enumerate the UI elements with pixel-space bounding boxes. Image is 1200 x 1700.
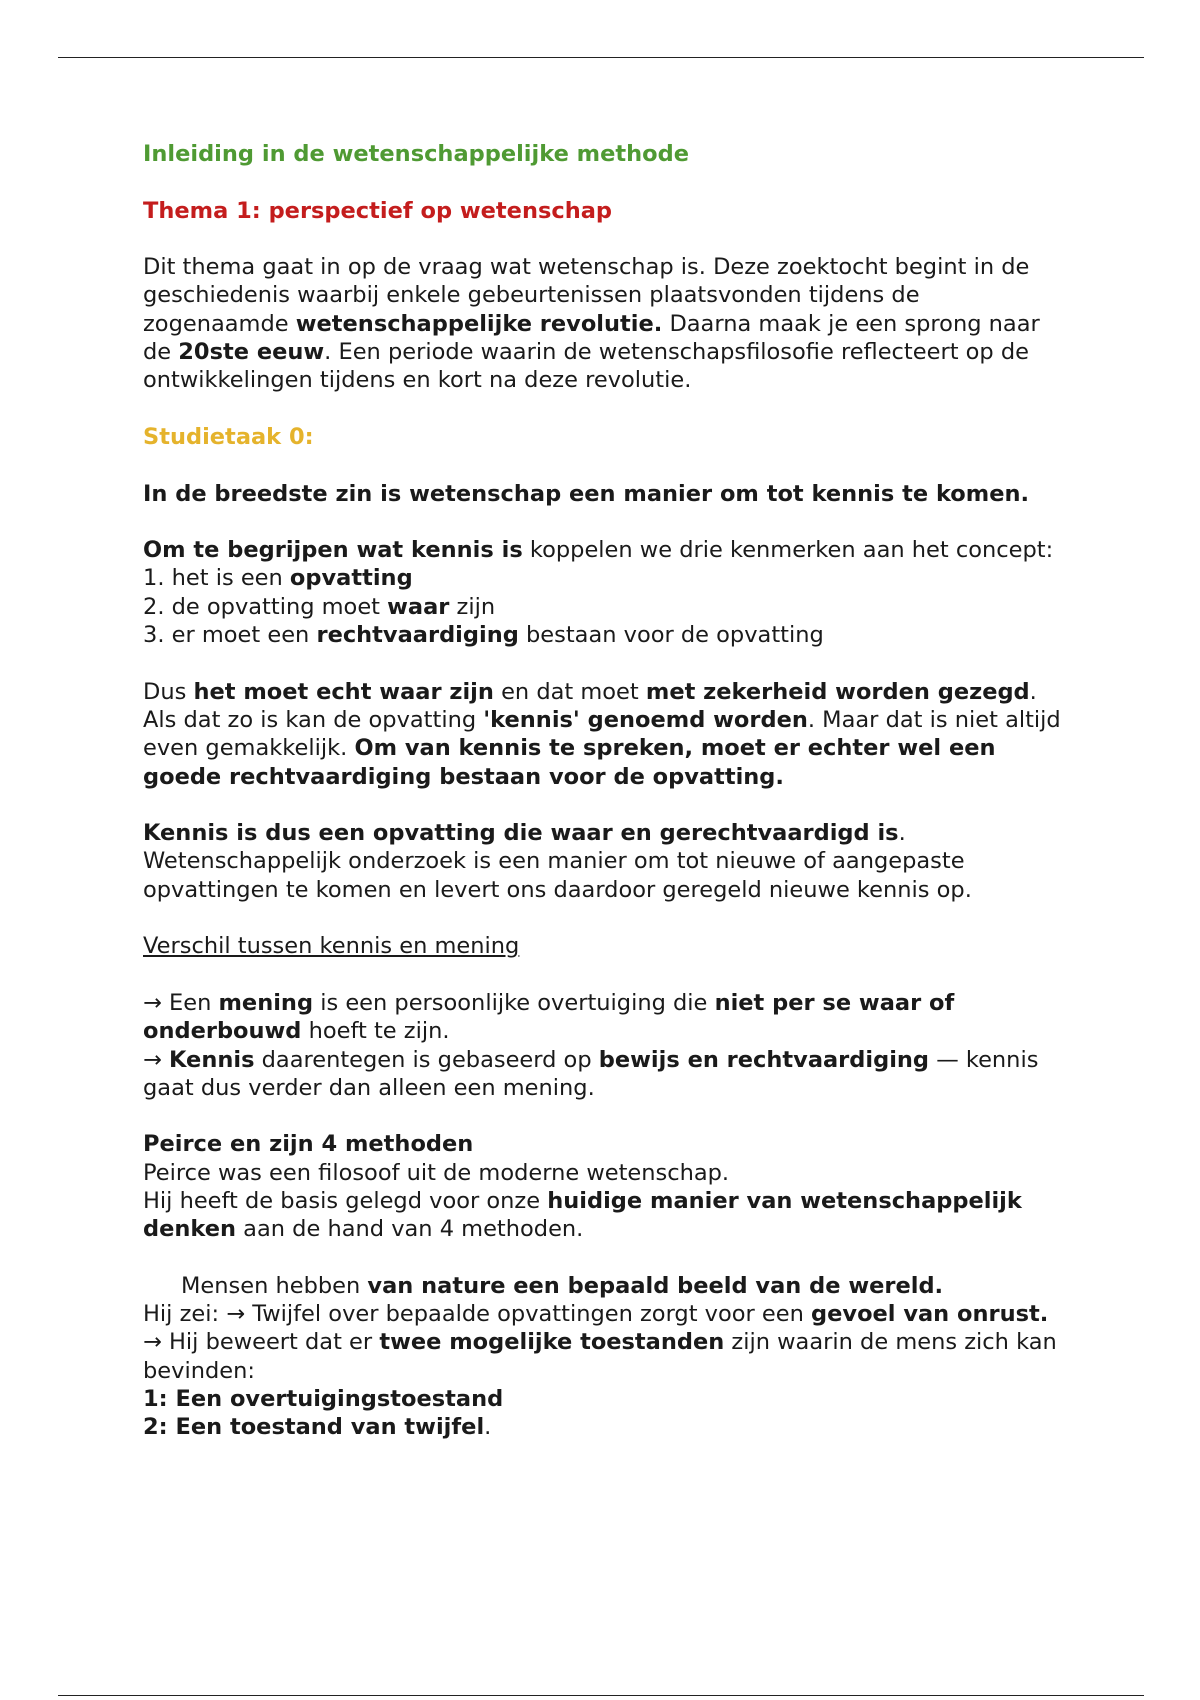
theme-heading: Thema 1: perspectief op wetenschap bbox=[143, 197, 612, 224]
peirce-section: Peirce en zijn 4 methoden Peirce was een filosoof uit de moderne wetenschap. Hij heeft de basis gelegd voor onze huidige manier van wetenschappelijk denken aan de hand van 4 methoden. bbox=[143, 1131, 1022, 1243]
intro-paragraph: Dit thema gaat in op de vraag wat wetenschap is. Deze zoektocht begint in de geschiedenis waarbij enkele gebeurtenissen plaatsvonden tijdens de zogenaamde wetenschappelijke revolutie. Daarna maak je een sprong naar de 20ste eeuw. Een periode waarin de wetenschapsfilosofie reflecteert op de ontwikkelingen tijdens en kort na deze revolutie. bbox=[143, 254, 1040, 394]
study-task-heading: Studietaak 0: bbox=[143, 423, 314, 450]
difference-paragraph: → Een mening is een persoonlijke overtuiging die niet per se waar of onderbouwd hoeft te zijn. → Kennis daarentegen is gebaseerd op bewijs en rechtvaardiging — kennis gaat dus verder dan alleen een mening. bbox=[143, 989, 1039, 1101]
difference-heading: Verschil tussen kennis en mening bbox=[143, 933, 520, 960]
nature-paragraph: Mensen hebben van nature een bepaald beeld van de wereld. Hij zei: → Twijfel over bepaalde opvattingen zorgt voor een gevoel van onrust. → Hij beweert dat er twee mogelijke toestanden zijn waarin de mens zich kan bevinden: 1: Een overtuigingstoestand 2: Een toestand van twijfel. bbox=[143, 1272, 1057, 1441]
document-title: Inleiding in de wetenschappelijke methode bbox=[143, 141, 689, 167]
indented-line: Mensen hebben van nature een bepaald beeld van de wereld. bbox=[181, 1272, 944, 1299]
state-item: 1: Een overtuigingstoestand bbox=[143, 1386, 504, 1413]
top-rule bbox=[58, 57, 1144, 58]
knowledge-paragraph: Om te begrijpen wat kennis is koppelen we drie kenmerken aan het concept: 1. het is een opvatting 2. de opvatting moet waar zijn 3. er moet een rechtvaardiging bestaan voor de opvatting bbox=[143, 537, 1054, 649]
kennis-definition-paragraph: Kennis is dus een opvatting die waar en gerechtvaardigd is. Wetenschappelijk onderzoek is een manier om tot nieuwe of aangepaste opvattingen te komen en levert ons daardoor geregeld nieuwe kennis op. bbox=[143, 820, 972, 903]
broad-sentence: In de breedste zin is wetenschap een manier om tot kennis te komen. bbox=[143, 480, 1030, 507]
state-item: 2: Een toestand van twijfel bbox=[143, 1414, 485, 1441]
document-body bbox=[143, 140, 1063, 1442]
dus-paragraph: Dus het moet echt waar zijn en dat moet met zekerheid worden gezegd. Als dat zo is kan de opvatting 'kennis' genoemd worden. Maar dat is niet altijd even gemakkelijk. Om van kennis te spreken, moet er echter wel een goede rechtvaardiging bestaan voor de opvatting. bbox=[143, 678, 1061, 790]
bottom-rule bbox=[58, 1695, 1144, 1696]
list-item: 1. het is een opvatting bbox=[143, 565, 413, 592]
peirce-heading: Peirce en zijn 4 methoden bbox=[143, 1131, 474, 1158]
list-item: 3. er moet een rechtvaardiging bestaan voor de opvatting bbox=[143, 622, 824, 649]
list-item: 2. de opvatting moet waar zijn bbox=[143, 593, 496, 620]
